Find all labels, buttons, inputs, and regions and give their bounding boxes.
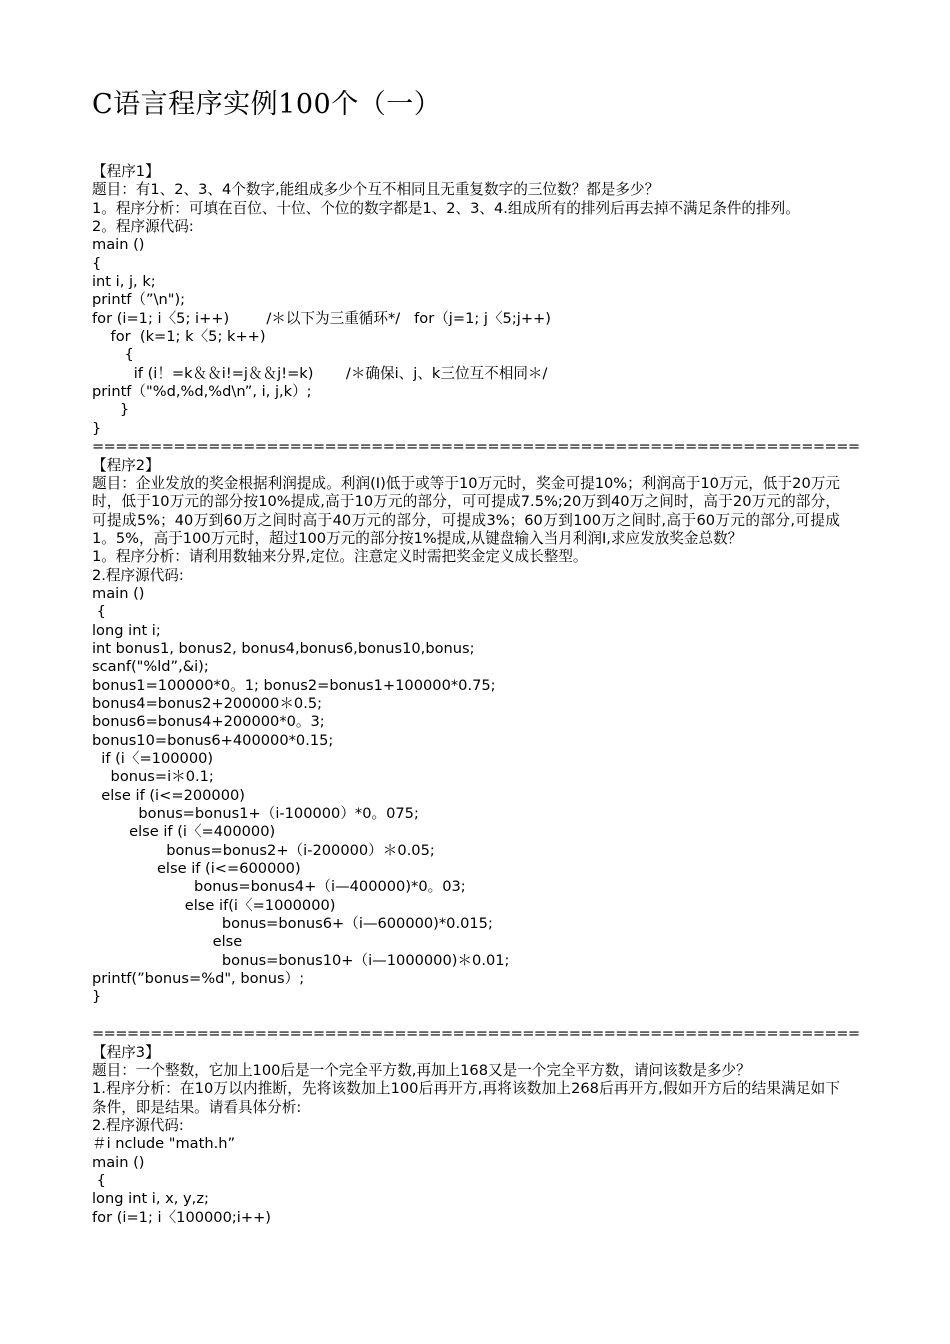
code-line: long int i, x, y,z; bbox=[92, 1190, 209, 1208]
program-2-question: 题目：企业发放的奖金根据利润提成。利润(I)低于或等于10万元时，奖金可提10%；利润高于10万元，低于20万元时，低于10万元的部分按10%提成,高于10万元的部分，可可提成7.5%;20万到40万之间时，高于20万元的部分，可提成5%；40万到60万之间时高于40万元的部分，可提成3%；60万到100万之间时,高于60万元的部分,可提成1。5%，高于100万元时，超过100万元的部分按1%提成,从键盘输入当月利润I,求应发放奖金总数？ bbox=[92, 474, 840, 547]
code-line: else if (i<=600000) bbox=[92, 860, 301, 878]
program-2-code-label: 2.程序源代码: bbox=[92, 566, 184, 584]
code-line: ＃i nclude "math.h” bbox=[92, 1135, 236, 1153]
code-line: bonus=i＊0.1; bbox=[92, 768, 214, 786]
program-1-code-label: 2。程序源代码: bbox=[92, 218, 194, 236]
code-line: for (k=1; k〈5; k++) bbox=[92, 328, 266, 346]
program-2-analysis: 1。程序分析：请利用数轴来分界,定位。注意定义时需把奖金定义成长整型。 bbox=[92, 548, 588, 566]
code-line: bonus=bonus1+（i-100000）*0。075; bbox=[92, 805, 419, 823]
program-3-code-label: 2.程序源代码: bbox=[92, 1116, 184, 1134]
code-line: long int i; bbox=[92, 621, 161, 639]
section-separator: ================================================================== bbox=[92, 1025, 860, 1043]
code-line: main () bbox=[92, 236, 145, 254]
program-3-header: 【程序3】 bbox=[92, 1043, 160, 1061]
code-line: printf(”bonus=%d", bonus）; bbox=[92, 970, 305, 988]
code-line: for (i=1; i〈100000;i++) bbox=[92, 1208, 272, 1226]
code-line: } bbox=[92, 401, 130, 419]
code-line: else if(i〈=1000000) bbox=[92, 896, 336, 914]
code-line: else if (i<=200000) bbox=[92, 786, 245, 804]
code-line: } bbox=[92, 419, 102, 437]
code-line: bonus=bonus2+（i-200000）＊0.05; bbox=[92, 841, 435, 859]
blank-line bbox=[92, 1007, 840, 1025]
document-body bbox=[92, 163, 860, 1227]
code-line: main () bbox=[92, 1153, 145, 1171]
code-line: else bbox=[92, 933, 243, 951]
code-line: printf（"%d,%d,%d\n”, i, j,k）; bbox=[92, 383, 312, 401]
code-line: bonus4=bonus2+200000＊0.5; bbox=[92, 694, 323, 712]
section-separator: ================================================================== bbox=[92, 438, 860, 456]
code-line: scanf("%ld”,&i); bbox=[92, 658, 209, 676]
program-1-question: 题目：有1、2、3、4个数字,能组成多少个互不相同且无重复数字的三位数？都是多少？ bbox=[92, 181, 660, 199]
program-2-code bbox=[92, 585, 840, 1007]
code-line: { bbox=[92, 603, 106, 621]
code-line: bonus1=100000*0。1; bonus2=bonus1+100000*0.75; bbox=[92, 676, 496, 694]
code-line: if (i〈=100000) bbox=[92, 750, 214, 767]
code-line: int bonus1, bonus2, bonus4,bonus6,bonus10,bonus; bbox=[92, 639, 475, 657]
program-1-code bbox=[92, 236, 840, 438]
page-title: C语言程序实例100个（一） bbox=[92, 89, 442, 120]
code-line: } bbox=[92, 988, 102, 1006]
program-3-question: 题目：一个整数，它加上100后是一个完全平方数,再加上168又是一个完全平方数，请问该数是多少？ bbox=[92, 1061, 751, 1079]
program-1-analysis: 1。程序分析：可填在百位、十位、个位的数字都是1、2、3、4.组成所有的排列后再去掉不满足条件的排列。 bbox=[92, 199, 800, 217]
code-line: if (i！=k＆＆i!=j＆＆j!=k) /＊确保i、j、k三位互不相同＊/ bbox=[92, 364, 548, 382]
code-line: bonus6=bonus4+200000*0。3; bbox=[92, 713, 325, 731]
program-3-analysis: 1.程序分析：在10万以内推断，先将该数加上100后再开方,再将该数加上268后再开方,假如开方后的结果满足如下条件，即是结果。请看具体分析: bbox=[92, 1080, 840, 1116]
code-line: for (i=1; i〈5; i++) /＊以下为三重循环*/ for（j=1; j〈5;j++) bbox=[92, 309, 551, 327]
code-line: { bbox=[92, 346, 134, 364]
code-line: main () bbox=[92, 584, 145, 602]
code-line: printf（”\n"); bbox=[92, 291, 186, 309]
program-2-header: 【程序2】 bbox=[92, 456, 160, 474]
code-line: bonus=bonus4+（i—400000)*0。03; bbox=[92, 878, 466, 896]
code-line: bonus=bonus10+（i—1000000)＊0.01; bbox=[92, 951, 510, 969]
code-line: else if (i〈=400000) bbox=[92, 823, 276, 841]
code-line: int i, j, k; bbox=[92, 273, 156, 291]
program-3-code bbox=[92, 1135, 840, 1227]
code-line: { bbox=[92, 254, 102, 272]
program-1-header: 【程序1】 bbox=[92, 163, 160, 180]
code-line: { bbox=[92, 1171, 106, 1189]
code-line: bonus=bonus6+（i—600000)*0.015; bbox=[92, 915, 493, 933]
code-line: bonus10=bonus6+400000*0.15; bbox=[92, 731, 334, 749]
